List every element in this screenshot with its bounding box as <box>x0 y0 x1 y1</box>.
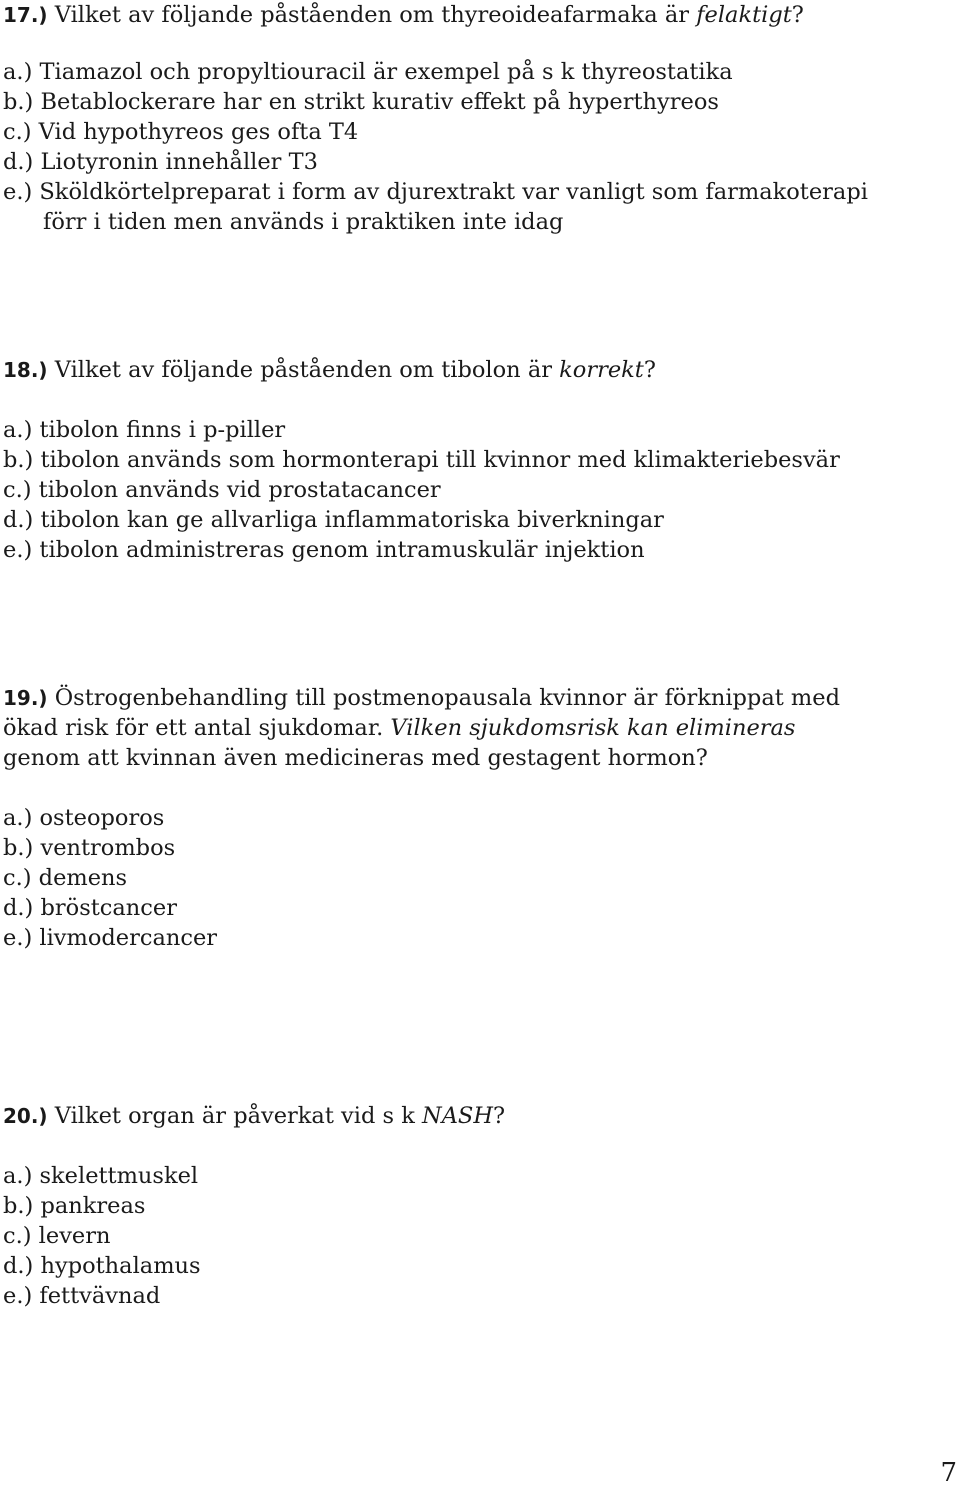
question-text: Vilket organ är påverkat vid s k <box>47 1103 422 1129</box>
option-a: a.) skelettmuskel <box>3 1163 199 1189</box>
option-c: c.) tibolon används vid prostatacancer <box>3 477 441 503</box>
option-e-continuation: förr i tiden men används i praktiken inte idag <box>43 209 564 235</box>
option-e: e.) tibolon administreras genom intramuskulär injektion <box>3 537 645 563</box>
option-e: e.) Sköldkörtelpreparat i form av djurextrakt var vanligt som farmakoterapi <box>3 179 868 205</box>
option-b: b.) ventrombos <box>3 835 176 861</box>
option-e: e.) livmodercancer <box>3 925 218 951</box>
option-b: b.) tibolon används som hormonterapi till kvinnor med klimakteriebesvär <box>3 447 840 473</box>
question-18-stem: 18.) Vilket av följande påståenden om tibolon är korrekt? <box>3 357 656 383</box>
question-emphasis: NASH <box>422 1103 493 1129</box>
question-emphasis: korrekt <box>559 357 644 383</box>
question-text: Vilket av följande påståenden om thyreoideafarmaka är <box>47 2 697 28</box>
option-c: c.) levern <box>3 1223 111 1249</box>
question-19-stem-line-1 <box>3 683 840 713</box>
question-number: 20.) <box>3 1104 48 1128</box>
question-number: 18.) <box>3 358 48 382</box>
question-19-stem-line-2: ökad risk för ett antal sjukdomar. Vilken sjukdomsrisk kan elimineras <box>3 715 796 741</box>
question-number: 17.) <box>3 3 48 27</box>
question-emphasis: felaktigt <box>696 2 792 28</box>
option-c: c.) demens <box>3 865 128 891</box>
question-text: Vilket av följande påståenden om tibolon är <box>47 357 560 383</box>
question-20-stem: 20.) Vilket organ är påverkat vid s k NASH? <box>3 1103 506 1129</box>
option-d: d.) hypothalamus <box>3 1253 201 1279</box>
option-a: a.) tibolon finns i p-piller <box>3 417 286 443</box>
question-number: 19.) <box>3 686 48 710</box>
option-d: d.) tibolon kan ge allvarliga inflammatoriska biverkningar <box>3 507 664 533</box>
option-b: b.) Betablockerare har en strikt kurativ effekt på hyperthyreos <box>3 89 719 115</box>
question-19-stem-line-3: genom att kvinnan även medicineras med gestagent hormon? <box>3 745 708 771</box>
option-e: e.) fettvävnad <box>3 1283 161 1309</box>
question-17-stem: 17.) Vilket av följande påståenden om thyreoideafarmaka är felaktigt? <box>3 2 804 28</box>
page-number: 7 <box>940 1458 957 1488</box>
question-text: Östrogenbehandling till postmenopausala kvinnor är förknippat med <box>47 685 840 711</box>
option-c: c.) Vid hypothyreos ges ofta T4 <box>3 119 359 145</box>
option-d: d.) Liotyronin innehåller T3 <box>3 149 318 175</box>
option-a: a.) Tiamazol och propyltiouracil är exempel på s k thyreostatika <box>3 59 733 85</box>
option-b: b.) pankreas <box>3 1193 146 1219</box>
option-d: d.) bröstcancer <box>3 895 177 921</box>
option-a: a.) osteoporos <box>3 805 165 831</box>
question-emphasis: Vilken sjukdomsrisk kan elimineras <box>390 715 796 741</box>
